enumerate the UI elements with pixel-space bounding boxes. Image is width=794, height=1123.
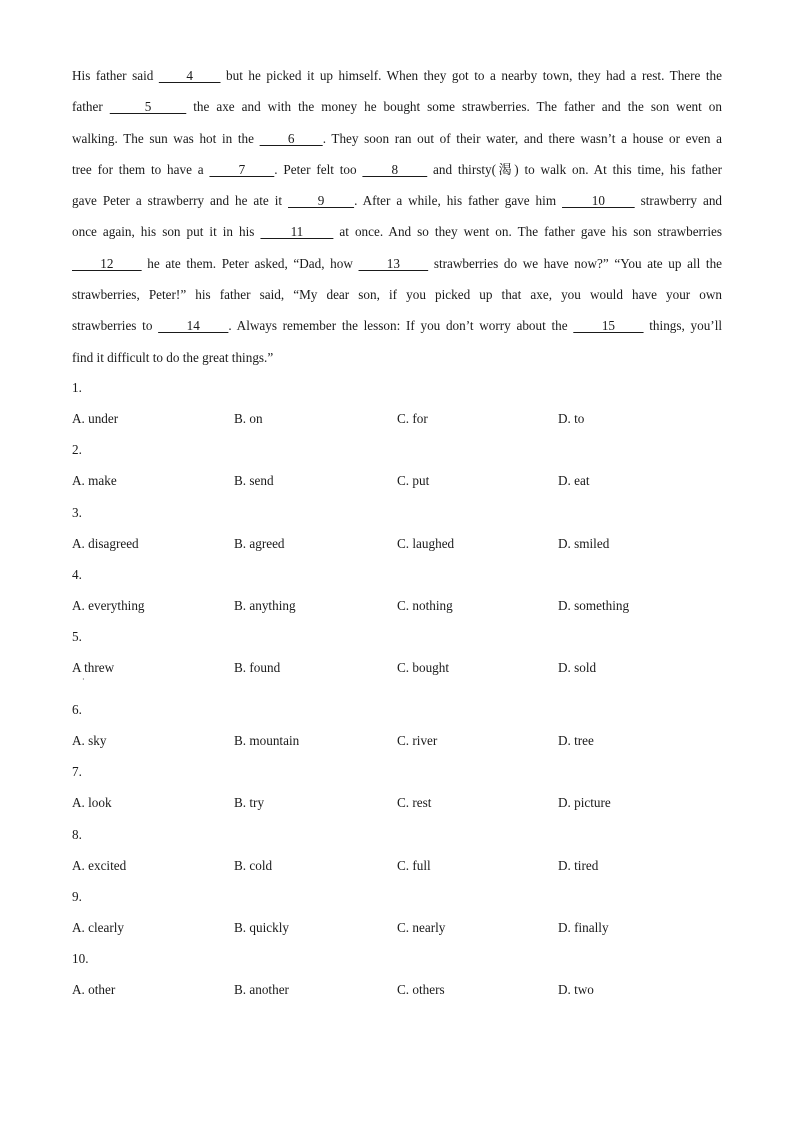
blank-underline: 5 bbox=[109, 99, 187, 115]
question-1 bbox=[72, 374, 722, 436]
option-b[interactable]: B. quickly bbox=[234, 920, 289, 936]
option-c[interactable]: C. bought bbox=[397, 660, 450, 676]
blank-underline: 12 bbox=[72, 255, 142, 271]
passage-line: walking. The sun was hot in the 6 . They soon ran out of their water, and there wasn’t a house or even a bbox=[72, 130, 723, 146]
option-d[interactable]: D. finally bbox=[558, 920, 609, 936]
question-6 bbox=[72, 696, 722, 758]
option-a[interactable]: A. under bbox=[72, 411, 119, 426]
blank-underline: 13 bbox=[358, 255, 429, 271]
option-c[interactable]: C. for bbox=[397, 411, 428, 426]
passage-line: His father said 4 but he picked it up himself. When they got to a nearby town, they had a rest. There the bbox=[72, 68, 723, 83]
passage-line: strawberries to 14 . Always remember the lesson: If you don’t worry about the 15 things, you’ll bbox=[72, 318, 723, 334]
options-row bbox=[72, 592, 722, 623]
option-b[interactable]: B. on bbox=[234, 411, 263, 426]
question-9 bbox=[72, 883, 722, 945]
question-8 bbox=[72, 821, 722, 883]
options-row bbox=[72, 727, 722, 758]
question-number: 6. bbox=[72, 702, 82, 718]
option-b[interactable]: B. another bbox=[234, 982, 289, 998]
option-d[interactable]: D. tired bbox=[558, 857, 599, 873]
options-row bbox=[72, 789, 722, 820]
option-a[interactable]: A. sky bbox=[72, 733, 107, 749]
option-d[interactable]: D. sold bbox=[558, 660, 597, 676]
blank-underline: 11 bbox=[260, 224, 334, 240]
option-a[interactable]: A. clearly bbox=[72, 920, 124, 936]
question-5 bbox=[72, 623, 722, 696]
passage-line: tree for them to have a 7 . Peter felt too 8 and thirsty(渴) to walk on. At this time, his father bbox=[72, 161, 722, 177]
option-c[interactable]: C. river bbox=[397, 733, 438, 749]
passage-line: once again, his son put it in his 11 at once. And so they went on. The father gave his son strawberries bbox=[72, 224, 722, 240]
blank-underline: 14 bbox=[158, 318, 229, 334]
option-a[interactable]: A threw bbox=[72, 660, 115, 676]
cloze-passage bbox=[72, 62, 722, 375]
option-d[interactable]: D. picture bbox=[558, 795, 611, 811]
option-a[interactable]: A. make bbox=[72, 473, 117, 489]
question-number: 7. bbox=[72, 764, 82, 780]
options-row bbox=[72, 976, 722, 1007]
option-d[interactable]: D. tree bbox=[558, 733, 594, 749]
question-number: 3. bbox=[72, 504, 82, 520]
stray-dot-mark: · bbox=[82, 675, 85, 685]
options-row bbox=[72, 914, 722, 945]
option-c[interactable]: C. others bbox=[397, 982, 445, 998]
option-b[interactable]: B. mountain bbox=[234, 733, 300, 749]
option-a[interactable]: A. disagreed bbox=[72, 535, 139, 551]
question-number: 8. bbox=[72, 826, 82, 842]
passage-line: 12 he ate them. Peter asked, “Dad, how 13 strawberries do we have now?” “You ate up all the bbox=[72, 255, 723, 271]
blank-underline: 15 bbox=[573, 318, 644, 334]
option-b[interactable]: B. send bbox=[234, 473, 274, 489]
option-c[interactable]: C. laughed bbox=[397, 535, 455, 551]
option-a[interactable]: A. other bbox=[72, 982, 116, 998]
blank-underline: 4 bbox=[158, 68, 221, 83]
question-10 bbox=[72, 945, 722, 1007]
option-b[interactable]: B. found bbox=[234, 660, 281, 676]
blank-underline: 8 bbox=[362, 161, 428, 177]
question-number: 4. bbox=[72, 566, 82, 582]
option-a[interactable]: A. look bbox=[72, 795, 112, 811]
option-b[interactable]: B. cold bbox=[234, 857, 273, 873]
option-c[interactable]: C. full bbox=[397, 857, 431, 873]
passage-line: strawberries, Peter!” his father said, “My dear son, if you picked up that axe, you would have your own bbox=[72, 287, 722, 303]
blank-underline: 6 bbox=[259, 130, 323, 146]
passage-line: gave Peter a strawberry and he ate it 9 . After a while, his father gave him 10 strawberry and bbox=[72, 193, 723, 209]
question-number: 5. bbox=[72, 629, 82, 645]
question-2 bbox=[72, 436, 722, 498]
question-number: 9. bbox=[72, 889, 82, 905]
options-row bbox=[72, 654, 722, 685]
passage-line: find it difficult to do the great things.” bbox=[72, 349, 274, 365]
option-c[interactable]: C. put bbox=[397, 473, 430, 489]
option-c[interactable]: C. nothing bbox=[397, 597, 453, 613]
question-number: 10. bbox=[72, 951, 89, 967]
option-a[interactable]: A. excited bbox=[72, 857, 127, 873]
option-d[interactable]: D. eat bbox=[558, 473, 590, 489]
question-list bbox=[72, 374, 722, 1008]
question-7 bbox=[72, 758, 722, 820]
passage-line: father 5 the axe and with the money he bought some strawberries. The father and the son went on bbox=[72, 99, 722, 115]
option-d[interactable]: D. smiled bbox=[558, 535, 610, 551]
options-row bbox=[72, 405, 722, 436]
option-a[interactable]: A. everything bbox=[72, 597, 145, 613]
blank-underline: 10 bbox=[562, 193, 635, 209]
blank-underline: 7 bbox=[209, 161, 275, 177]
question-number: 2. bbox=[72, 442, 82, 458]
option-d[interactable]: D. to bbox=[558, 411, 585, 426]
option-d[interactable]: D. two bbox=[558, 982, 594, 998]
question-number: 1. bbox=[72, 380, 82, 395]
options-row bbox=[72, 852, 722, 883]
option-c[interactable]: C. nearly bbox=[397, 920, 446, 936]
option-c[interactable]: C. rest bbox=[397, 795, 432, 811]
options-row bbox=[72, 530, 722, 561]
option-b[interactable]: B. try bbox=[234, 795, 265, 811]
option-b[interactable]: B. anything bbox=[234, 597, 296, 613]
option-b[interactable]: B. agreed bbox=[234, 535, 285, 551]
question-3 bbox=[72, 499, 722, 561]
blank-underline: 9 bbox=[288, 193, 355, 209]
option-d[interactable]: D. something bbox=[558, 597, 630, 613]
options-row bbox=[72, 467, 722, 498]
question-4 bbox=[72, 561, 722, 623]
